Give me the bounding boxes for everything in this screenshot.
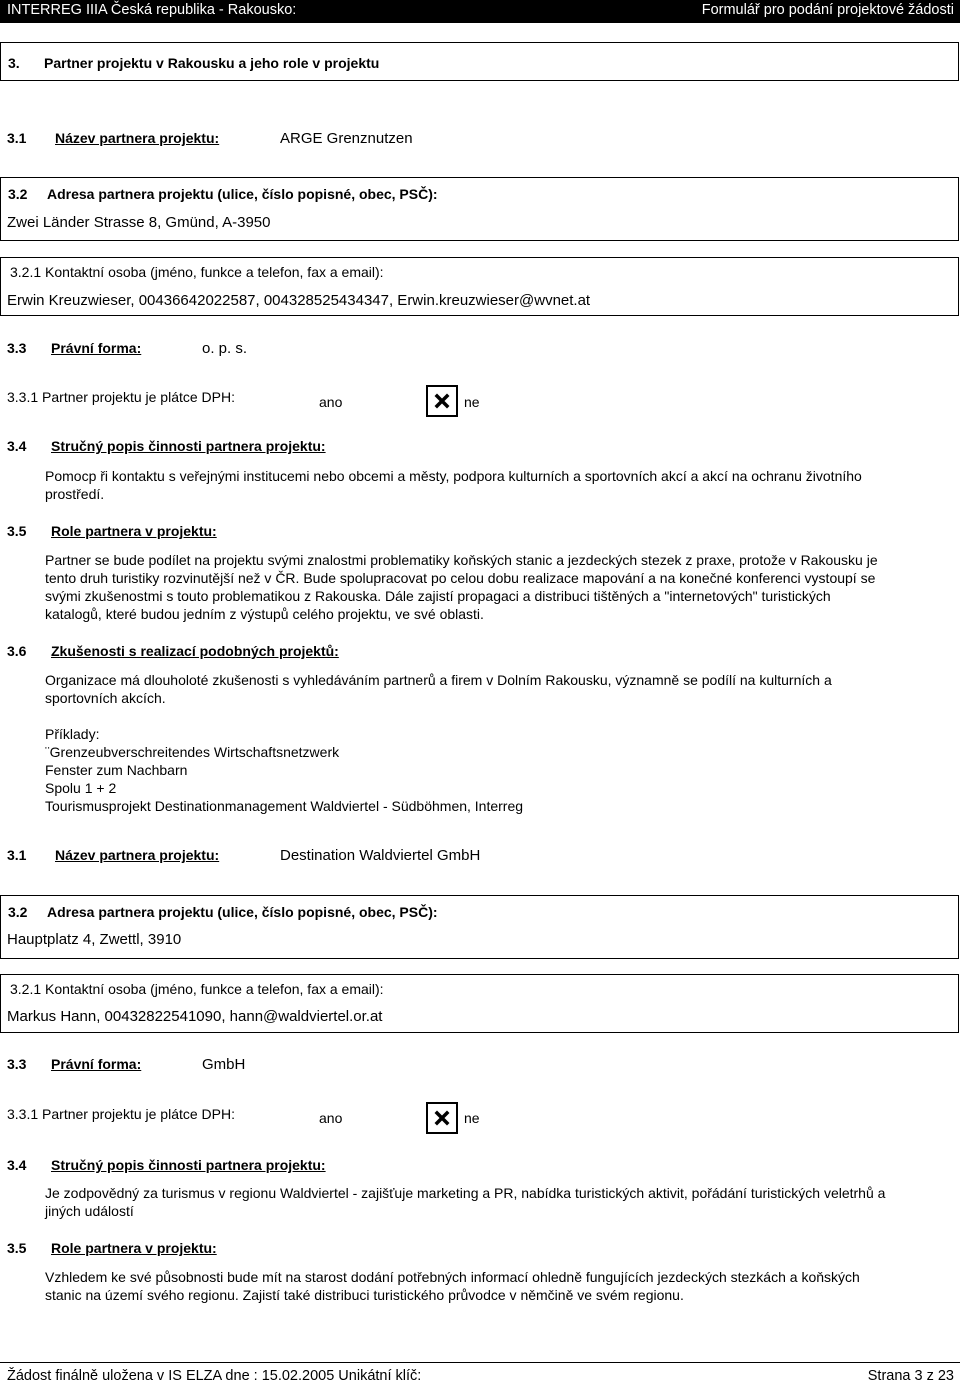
examples-title: Příklady: xyxy=(45,726,100,742)
address-value: Hauptplatz 4, Zwettl, 3910 xyxy=(7,931,182,948)
page-number: Strana 3 z 23 xyxy=(867,1368,954,1384)
address-box xyxy=(0,895,959,959)
role-text: Vzhledem ke své působnosti bude mít na starost dodání potřebných informací ohledně fungujících jezdeckých stezkách a koňských stanic na území svého regionu. Zajistí také distribuci turistického průvodce v němčině ve svém regionu. xyxy=(45,1269,860,1303)
address-number: 3.2 xyxy=(8,904,28,920)
address-box xyxy=(0,177,959,241)
footer-save-info: Žádost finálně uložena v IS ELZA dne : 15.02.2005 Unikátní klíč: xyxy=(7,1368,422,1384)
address-label: Adresa partnera projektu (ulice, číslo popisné, obec, PSČ): xyxy=(47,186,438,202)
cross-icon xyxy=(428,387,456,415)
vat-no-label: ne xyxy=(464,394,480,410)
role-label: Role partnera v projektu: xyxy=(51,523,217,539)
partner-name-label: Název partnera projektu: xyxy=(55,130,220,146)
activity-number: 3.4 xyxy=(7,1157,27,1173)
vat-checkbox-checked[interactable] xyxy=(426,385,458,417)
role-number: 3.5 xyxy=(7,1240,27,1256)
list-item: ¨Grenzeubverschreitendes Wirtschaftsnetzwerk xyxy=(45,744,340,760)
contact-value: Markus Hann, 00432822541090, hann@waldviertel.or.at xyxy=(7,1008,383,1025)
vat-yes-label: ano xyxy=(319,1110,343,1126)
list-item: Spolu 1 + 2 xyxy=(45,780,117,796)
contact-box xyxy=(0,974,959,1033)
contact-label: 3.2.1 Kontaktní osoba (jméno, funkce a telefon, fax a email): xyxy=(10,264,384,280)
activity-number: 3.4 xyxy=(7,438,27,454)
role-text: Partner se bude podílet na projektu svými znalostmi problematiky koňských stanic a jezdeckých stezek z praxe, protože v Rakousku je tento druh turistiky rozvinutější než v ČR. Bude spolupracovat po celou dobu realizace mapování a na konečné konferenci vystoupí se svými zkušenostmi s touto problematikou z Rakouska. Dále zajistí propagaci a distribuci tištěných a "internetových" turistických katalogů, které budou jedním z výstupů celého projektu, ve své oblasti. xyxy=(45,552,878,622)
legal-form-number: 3.3 xyxy=(7,1056,27,1072)
partner-name-number: 3.1 xyxy=(7,130,27,146)
vat-label: 3.3.1 Partner projektu je plátce DPH: xyxy=(7,1106,236,1122)
legal-form-value: GmbH xyxy=(202,1056,246,1073)
examples-list xyxy=(45,725,950,815)
experience-label: Zkušenosti s realizací podobných projektů: xyxy=(51,643,339,659)
page-footer xyxy=(0,1362,960,1385)
partner-name-value: Destination Waldviertel GmbH xyxy=(280,847,481,864)
legal-form-value: o. p. s. xyxy=(202,340,248,357)
role-label: Role partnera v projektu: xyxy=(51,1240,217,1256)
address-number: 3.2 xyxy=(8,186,28,202)
section-title: Partner projektu v Rakousku a jeho role v projektu xyxy=(44,55,380,71)
header-program: INTERREG IIIA Česká republika - Rakousko: xyxy=(7,2,297,18)
header-form-title: Formulář pro podání projektové žádosti xyxy=(701,2,954,18)
vat-checkbox-checked[interactable] xyxy=(426,1102,458,1134)
section-number: 3. xyxy=(8,55,20,71)
address-label: Adresa partnera projektu (ulice, číslo popisné, obec, PSČ): xyxy=(47,904,438,920)
partner-name-number: 3.1 xyxy=(7,847,27,863)
contact-box xyxy=(0,257,959,316)
activity-label: Stručný popis činnosti partnera projektu: xyxy=(51,1157,326,1173)
vat-no-label: ne xyxy=(464,1110,480,1126)
section-title-box xyxy=(0,42,959,81)
cross-icon xyxy=(428,1104,456,1132)
legal-form-label: Právní forma: xyxy=(51,340,142,356)
vat-yes-label: ano xyxy=(319,394,343,410)
activity-text: Pomocp ři kontaktu s veřejnými institucemi nebo obcemi a městy, podpora kulturních a sportovních akcí a akcí na ochranu životního prostředí. xyxy=(45,468,862,502)
partner-name-label: Název partnera projektu: xyxy=(55,847,220,863)
page-header xyxy=(0,0,960,23)
partner-name-value: ARGE Grenznutzen xyxy=(280,130,413,147)
contact-value: Erwin Kreuzwieser, 00436642022587, 004328525434347, Erwin.kreuzwieser@wvnet.at xyxy=(7,292,591,309)
legal-form-number: 3.3 xyxy=(7,340,27,356)
activity-text: Je zodpovědný za turismus v regionu Waldviertel - zajišťuje marketing a PR, nabídka turistických aktivit, pořádání turistických veletrhů a jiných událostí xyxy=(45,1185,886,1219)
role-number: 3.5 xyxy=(7,523,27,539)
list-item: Fenster zum Nachbarn xyxy=(45,762,188,778)
contact-label: 3.2.1 Kontaktní osoba (jméno, funkce a telefon, fax a email): xyxy=(10,981,384,997)
vat-label: 3.3.1 Partner projektu je plátce DPH: xyxy=(7,389,236,405)
legal-form-label: Právní forma: xyxy=(51,1056,142,1072)
activity-label: Stručný popis činnosti partnera projektu: xyxy=(51,438,326,454)
experience-number: 3.6 xyxy=(7,643,27,659)
address-value: Zwei Länder Strasse 8, Gmünd, A-3950 xyxy=(7,214,271,231)
experience-text: Organizace má dlouholoté zkušenosti s vyhledáváním partnerů a firem v Dolním Rakousku, významně se podílí na kulturních a sportovních akcích. xyxy=(45,672,832,706)
list-item: Tourismusprojekt Destinationmanagement Waldviertel - Südböhmen, Interreg xyxy=(45,798,524,814)
